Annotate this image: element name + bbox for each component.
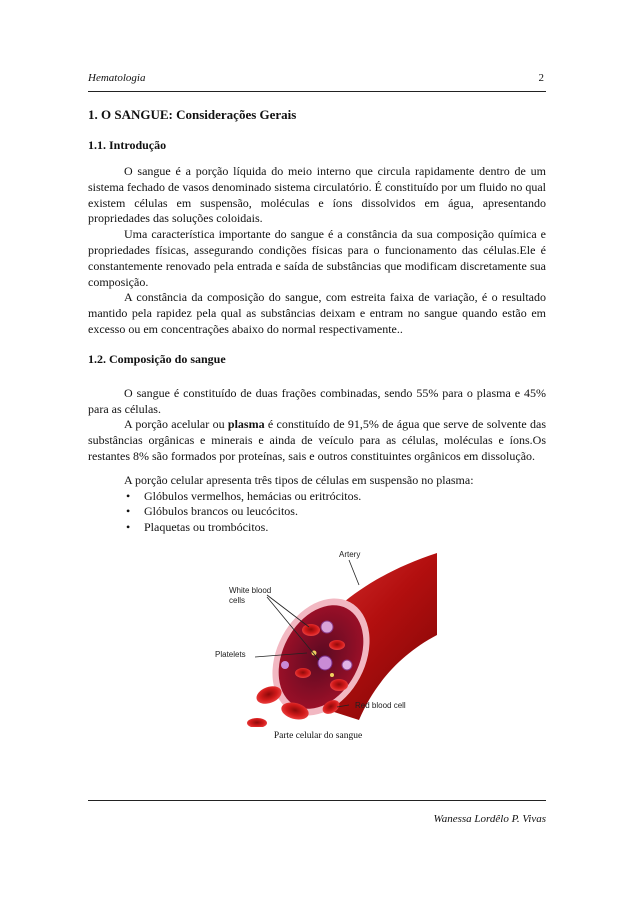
header-rule — [88, 91, 546, 92]
list-item: • Glóbulos vermelhos, hemácias ou eritrócitos. — [126, 489, 546, 505]
header-title: Hematologia — [88, 72, 146, 84]
paragraph-4: O sangue é constituído de duas frações combinadas, sendo 55% para o plasma e 45% para as células. — [88, 385, 546, 416]
paragraph-6: A porção celular apresenta três tipos de células em suspensão no plasma: — [124, 472, 474, 487]
paragraph-2: Uma característica importante do sangue é a constância da sua composição química e propriedades físicas, assegurando condições físicas para o funcionamento das células.Ele é constantemente renovado pela entrada e saída de substâncias que modificam discretamente sua composição. — [88, 227, 546, 289]
footer-author: Wanessa Lordêlo P. Vivas — [433, 813, 546, 825]
paragraph-5: A porção acelular ou plasma é constituído de 91,5% de água que serve de solvente das substâncias orgânicas e minerais e ainda de veículo para as células, moléculas e íons.Os restantes 8% são formados por proteínas, sais e outros constituintes orgânicos em dissolução. — [88, 417, 547, 463]
page-number: 2 — [538, 72, 544, 84]
subsection-heading-composition: 1.2. Composição do sangue — [88, 351, 226, 366]
main-content — [88, 107, 546, 536]
figure-caption: Parte celular do sangue — [273, 731, 363, 741]
label-artery: Artery — [339, 550, 361, 559]
subsection-heading-intro: 1.1. Introdução — [88, 138, 167, 152]
footer-rule — [88, 800, 546, 801]
label-white-blood-2: cells — [229, 596, 246, 605]
plasma-term: plasma — [227, 417, 265, 432]
label-platelets: Platelets — [215, 650, 246, 659]
list-item: • Plaquetas ou trombócitos. — [126, 520, 546, 536]
label-white-blood-1: White blood — [229, 586, 272, 595]
running-header — [88, 72, 546, 88]
cell-type-list — [88, 489, 546, 536]
artery-drawing — [199, 545, 437, 727]
label-red-blood-cell: Red blood cell — [355, 701, 406, 710]
paragraph-1: O sangue é a porção líquida do meio interno que circula rapidamente dentro de um sistema fechado de vasos denominado sistema circulatório. É constituído por um fluido no qual existem células em suspensão, moléculas e íons dissolvidos em água, apresentando propriedades das soluções coloidais. — [88, 164, 546, 226]
blood-artery-illustration — [199, 545, 437, 727]
paragraph-3: A constância da composição do sangue, com estreita faixa de variação, é o resultado mantido pela rapidez pela qual as substâncias deixam e entram no sangue quando estão em excesso ou em concentrações abaixo do normal respectivamente.. — [88, 290, 546, 336]
section-heading: 1. O SANGUE: Considerações Gerais — [88, 107, 297, 122]
list-item: • Glóbulos brancos ou leucócitos. — [126, 504, 546, 520]
